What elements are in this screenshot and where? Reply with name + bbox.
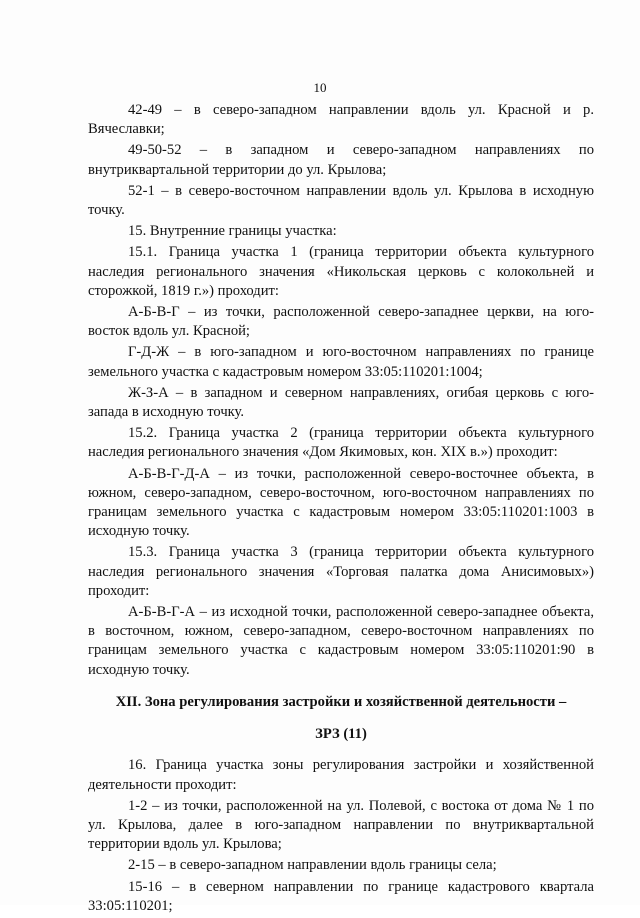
paragraph-g-d-zh: Г-Д-Ж – в юго-западном и юго-восточном направлениях по границе земельного участка с кадастровым номером 33:05:110201:1004; — [88, 344, 594, 380]
document-body — [88, 101, 594, 918]
page-number: 10 — [313, 80, 327, 95]
paragraph-1-2: 1-2 – из точки, расположенной на ул. Полевой, с востока от дома № 1 по ул. Крылова, далее в юго-западном направлении по внутриквартальной территории вдоль ул. Крылова; — [88, 797, 594, 853]
paragraph-a-b-v-g: А-Б-В-Г – из точки, расположенной северо-западнее церкви, на юго-восток вдоль ул. Красной; — [88, 304, 594, 340]
paragraph-15-2: 15.2. Граница участка 2 (граница территории объекта культурного наследия регионального значения «Дом Якимовых, кон. XIX в.») проходит: — [88, 425, 594, 461]
paragraph-42-49: 42-49 – в северо-западном направлении вдоль ул. Красной и р. Вячеславки; — [88, 102, 594, 138]
paragraph-16: 16. Граница участка зоны регулирования застройки и хозяйственной деятельности проходит: — [88, 757, 594, 793]
paragraph-a-b-v-g-d-a: А-Б-В-Г-Д-А – из точки, расположенной северо-восточнее объекта, в южном, северо-западном, северо-восточном, юго-восточном направлениях по границам земельного участка с кадастровым номером 33:05:110201:1003 в исходную точку. — [88, 465, 594, 540]
paragraph-52-1: 52-1 – в северо-восточном направлении вдоль ул. Крылова в исходную точку. — [88, 182, 594, 219]
paragraph-a-b-v-g-a: А-Б-В-Г-А – из исходной точки, расположенной северо-западнее объекта, в восточном, южном, северо-западном, северо-восточном направлениях по границам земельного участка с кадастровым номером 33:05:110201:90 в исходную точку. — [88, 604, 594, 678]
paragraph-49-50-52: 49-50-52 – в западном и северо-западном направлениях по внутриквартальной территории до ул. Крылова; — [88, 142, 594, 178]
paragraph-15-3: 15.3. Граница участка 3 (граница территории объекта культурного наследия регионального значения «Торговая палатка дома Анисимовых») проходит: — [88, 544, 594, 599]
paragraph-15-1: 15.1. Граница участка 1 (граница территории объекта культурного наследия регионального значения «Никольская церковь с колокольней и сторожкой, 1819 г.») проходит: — [88, 244, 594, 299]
section-heading: XII. Зона регулирования застройки и хозяйственной деятельности – — [115, 693, 567, 710]
paragraph-zh-z-a: Ж-З-А – в западном и северном направлениях, огибая церковь с юго-запада в исходную точку. — [88, 384, 594, 421]
paragraph-2-15: 2-15 – в северо-западном направлении вдоль границы села; — [128, 857, 497, 874]
paragraph-15-16: 15-16 – в северном направлении по границе кадастрового квартала 33:05:110201; — [88, 878, 594, 914]
paragraph-15: 15. Внутренние границы участка: — [128, 223, 337, 240]
section-heading-zone-code: ЗРЗ (11) — [315, 726, 367, 743]
